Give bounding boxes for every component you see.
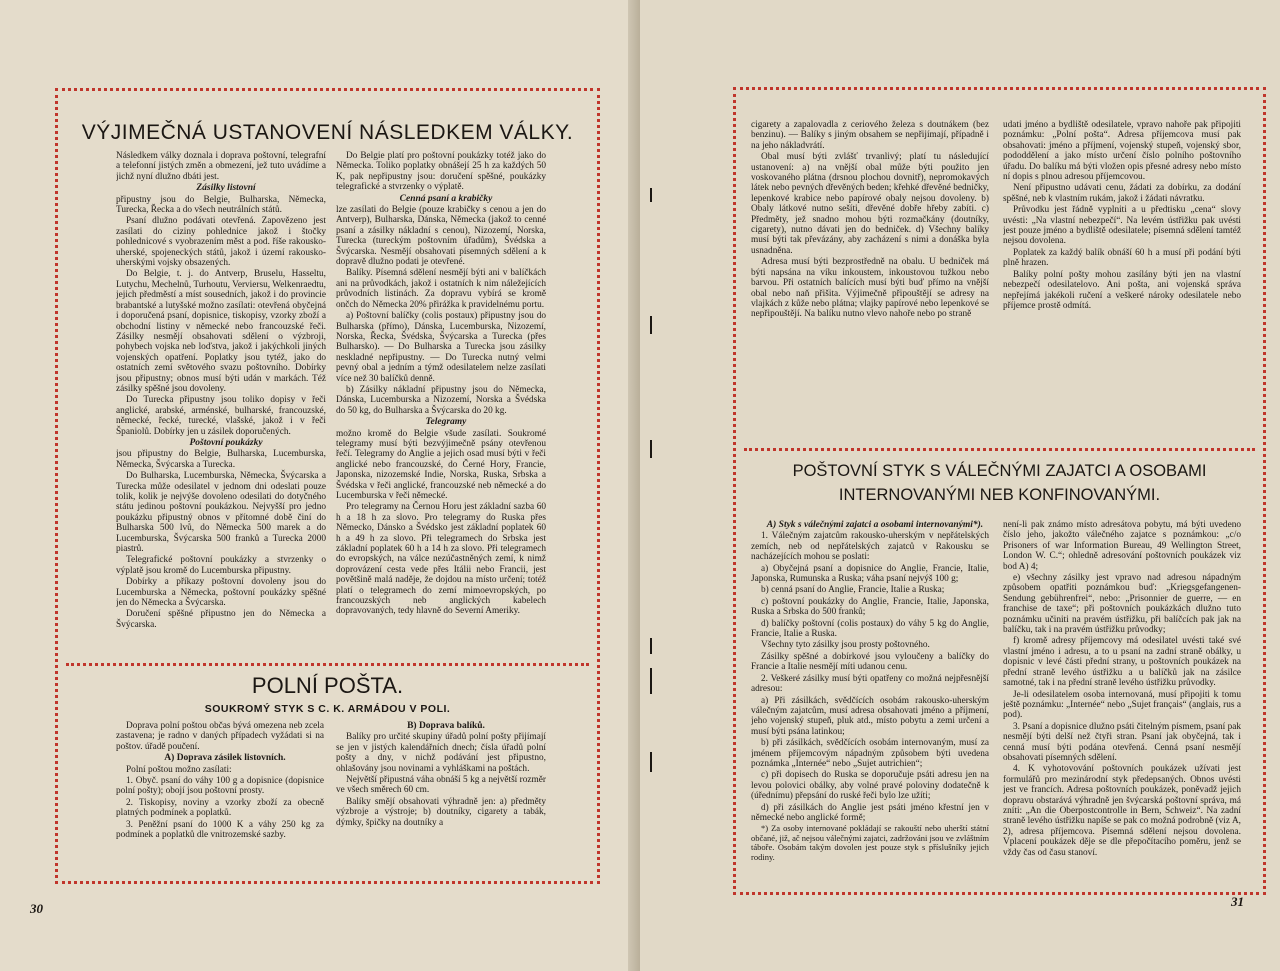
text-paragraph: Polní poštou možno zasílati: bbox=[126, 764, 232, 775]
left-page-frame bbox=[55, 88, 600, 884]
prisoners-section-title-line-1: POŠTOVNÍ STYK S VÁLEČNÝMI ZAJATCI A OSOBAMI bbox=[792, 462, 1207, 480]
text-paragraph: f) kromě adresy příjemcovy má odesilatel uvésti také své vlastní jméno i adresu, a to u psaní na zadní straně obálky, u dopisnic v levé části přední strany, u poštovních poukázek na přední straně levého ústřižku a u balíčků jak na zásilce samotné, tak i na přední straně levého ústřižku průvodky. bbox=[1003, 636, 1241, 689]
field-post-title: POLNÍ POŠTA. bbox=[251, 673, 404, 698]
text-paragraph: 1. Válečným zajatcům rakousko-uherským v nepřátelských zemích, neb od nepřátelských zajatců v Rakousku se nacházejících mohou se poslati: bbox=[751, 531, 989, 563]
text-paragraph: Balíky smějí obsahovati výhradně jen: a) předměty výzbroje a výstroje; b) doutníky, cigarety a tabák, dýmky, špičky na doutníky a bbox=[336, 796, 546, 828]
text-paragraph: Do Belgie platí pro poštovní poukázky totéž jako do Německa. Toliko poplatky obnášejí 25 h za každých 50 K, pak nepřipustny jsou: doručení spěšné, poukázky telegrafické a stvrzenky o výplatě. bbox=[336, 151, 546, 193]
text-paragraph: Balíky polní pošty mohou zasílány býti jen na vlastní nebezpečí odesilatelovo. Ani pošta, ani vojenská správa nepřejímá jakékoli ručení a veškeré nároky odesilatele nebo příjemce prostě odmítá. bbox=[1003, 269, 1241, 311]
text-paragraph: d) balíčky poštovní (colis postaux) do váhy 5 kg do Anglie, Francie, Italie a Ruska. bbox=[751, 618, 989, 640]
text-paragraph: Psaní dlužno podávati otevřená. Zapovězeno jest zasílati do ciziny pohlednice jakož i štočky pohlednicové s vyobrazením měst a pod. říše rakousko-uherské, spojeneckých států, jakož i území rakousko-uherskými vojsky obsazených. bbox=[116, 216, 326, 269]
text-paragraph: 1. Obyč. psaní do váhy 100 g a dopisnice (dopisnice polní pošty); obojí jsou poštovní prosty. bbox=[116, 776, 324, 797]
text-paragraph: 4. K vyhotovování poštovních poukázek užívati jest formulářů pro mezinárodní styk předepsaných. Obnos uvésti jest ve francích. Adresa poštovních poukázek, poněvadž jejich dopravu obstarává výhradně jen švýcarská poštovní správa, má zníti: „An die Oberpostcontrolle in Bern, Schweiz“. Na zadní straně levého ústřižku napíše se pak co možná podrobně (viz A, 2), adresa příjemcova. Písemná sdělení nejsou dovolena. Vplacení poukázek děje se dle přepočítacího poměru, jenž se vždy čas od času stanoví. bbox=[1003, 764, 1241, 858]
text-paragraph: Největší připustná váha obnáší 5 kg a největší rozměr ve všech směrech 60 cm. bbox=[336, 775, 546, 796]
prisoners-column-2 bbox=[1003, 520, 1241, 882]
field-post-subtitle: SOUKROMÝ STYK S C. K. ARMÁDOU V POLI. bbox=[204, 703, 451, 715]
text-paragraph: a) Poštovní balíčky (colis postaux) připustny jsou do Bulharska (přímo), Dánska, Lucemburska, Nizozemí, Norska, Řecka, Švédska, Švýcarska a Turecka (přes Bulharsko). — Do Bulharska a Turecka jsou zásilky neskladné nepřipustny. — Do Turecka nutný velmi pevný obal a jedním a týmž odesilatelem nelze zasílati více než 30 balíčků denně. bbox=[336, 311, 546, 384]
parcel-rules-column-1 bbox=[751, 120, 989, 430]
text-paragraph: c) při dopisech do Ruska se doporučuje psáti adresu jen na levou polovici obálky, aby volné pravé poloviny dodatečně k (úřednímu) přepsání do ruské řeči bylo lze užíti; bbox=[751, 770, 989, 802]
war-exceptions-column-2 bbox=[336, 151, 546, 659]
gutter-mark bbox=[650, 638, 652, 654]
text-paragraph: a) Při zásilkách, svědčících osobám rakousko-uherským válečným zajatcům, musí adresa obsahovati jméno a příjmení, jeho vojenský stupeň, pluk atd., místo pobytu a zemi určení a musí býti psána latinkou; bbox=[751, 695, 989, 737]
prisoners-column-1 bbox=[751, 520, 989, 882]
text-paragraph: Telegrafické poštovní poukázky a stvrzenky o výplatě jsou kromě do Lucemburska připustny. bbox=[116, 555, 326, 576]
parcel-rules-column-2 bbox=[1003, 120, 1241, 430]
text-paragraph: Průvodku jest řádně vyplniti a u předtisku „cena“ slovy uvésti: „Na vlastní nebezpečí“. Na levém ústřižku pak uvésti jest pouze jméno a bydliště odesilatele; písemná sdělení tamtéž nejsou dovolena. bbox=[1003, 205, 1241, 247]
section-subheading: A) Styk s válečnými zajatci a osobami internovanými*). bbox=[766, 520, 984, 530]
text-paragraph: Doručení spěšné připustno jen do Německa a Švýcarska. bbox=[116, 609, 326, 630]
text-paragraph: Následkem války doznala i doprava poštovní, telegrafní a telefonní jistých změn a obmezení, jež tuto uvádíme a jichž nyní dlužno dbáti jest. bbox=[116, 151, 326, 182]
text-paragraph: b) Zásilky nákladní připustny jsou do Německa, Dánska, Lucemburska a Nizozemí, Norska a Švédska do 50 kg, do Bulharska a Švýcarska do 20 kg. bbox=[336, 384, 546, 416]
text-paragraph: možno kromě do Belgie všude zasílati. Soukromé telegramy musí býti bezvýjimečně psány otevřenou řečí. Telegramy do Anglie a jejich osad musí býti v řeči anglické nebo francouzské, do Černé Hory, Francie, Japonska, nizozemské Indie, Norska, Ruska, Srbska a Švédska v řeči anglické, francouzské neb německé a do Lucemburska v řeči německé. bbox=[336, 428, 546, 501]
gutter-mark bbox=[650, 668, 652, 694]
text-paragraph: Adresa musí býti bezprostředně na obalu. U bedniček má býti napsána na víku inkoustem, inkoustovou tužkou nebo barvou. Při ostatních balících musí býti buď přímo na vnější obal nebo naň přišita. Výjimečně připouštějí se adresy na vlajkách z kůže nebo plátna; vlajky papírové nebo lepenkové se nepřipouštějí. Na balíku nutno vlevo nahoře nebo po straně bbox=[751, 257, 989, 320]
text-paragraph: 2. Veškeré zásilky musí býti opatřeny co možná nejpřesnější adresou: bbox=[751, 673, 989, 695]
text-paragraph: 3. Peněžní psaní do 1000 K a váhy 250 kg za podmínek a poplatků dle vnitrozemské sazby. bbox=[116, 819, 324, 841]
section-subheading: Telegramy bbox=[425, 417, 467, 428]
text-paragraph: Poplatek za každý balík obnáší 60 h a musí při podání býti plně hrazen. bbox=[1003, 247, 1241, 269]
text-paragraph: 3. Psaní a dopisnice dlužno psáti čitelným písmem, psaní pak nesmějí býti delší než čtyři stran. Psaní jak obyčejná, tak i cenná musí býti podána otevřená. Cenná psaní nesmějí obsahovati písemných sdělení. bbox=[1003, 721, 1241, 763]
text-paragraph: a) Obyčejná psaní a dopisnice do Anglie, Francie, Italie, Japonska, Rumunska a Ruska; váha psaní nejvýš 100 g; bbox=[751, 563, 989, 585]
text-paragraph: b) při zásilkách, svědčících osobám internovaným, musí za jménem příjemcovým nápadným způsobem býti uvedena poznámka „Internée“ nebo „Sujet autrichien“; bbox=[751, 738, 989, 769]
gutter-mark bbox=[650, 316, 652, 334]
page-number-left: 30 bbox=[30, 901, 43, 916]
text-paragraph: Není připustno udávati cenu, žádati za dobírku, za dodání spěšné, neb k vlastním rukám, jakož i žádati návratku. bbox=[1003, 183, 1241, 204]
text-paragraph: Balíky. Písemná sdělení nesmějí býti ani v balíčkách ani na průvodkách, jakož i ostatních k nim náležejících průvodních listinách. Za dopravu vybírá se kromě ončch do Německa 20% přirážka k pravidelnému portu. bbox=[336, 268, 546, 310]
text-paragraph: c) poštovní poukázky do Anglie, Francie, Italie, Japonska, Ruska a Srbska do 500 franků; bbox=[751, 596, 989, 618]
section-subheading: Poštovní poukázky bbox=[189, 437, 263, 448]
section-subheading: A) Doprava zásilek listovních. bbox=[164, 753, 286, 764]
text-paragraph: Pro telegramy na Černou Horu jest základní sazba 60 h a 18 h za slovo. Pro telegramy do Ruska přes Německo, Dánsko a Švédsko jest základní poplatek 60 h a 49 h za slovo. Při telegramech do Srbska jest základní poplatek 60 h a 14 h za slovo. Při telegramech do evropských, na válce nezúčastněných zemí, k nimž doprovázení cesta vede přes Itálii nebo Francii, jest povětšině malá naděje, že dojdou na místo určení; totéž platí o telegramech do zemí mimoevropských, po francouzských neb anglických kabelech dopravovaných, tedy hlavně do Severní Ameriky. bbox=[336, 502, 546, 617]
text-paragraph: Obal musí býti zvlášť trvanlivý; platí tu následující ustanovení: a) na vnější obal může býti použito jen voskovaného plátna (drsnou plochou dovnitř), nepromokavých látek nebo pevných dřevěných beden; křehké dřevěné bedničky, lepenkové krabice nebo papírové obaly nejsou dovoleny. b) Obaly látkové nutno sešíti, dřevěné dobře hřeby zabíti. c) Předměty, jež snadno mohou býti rozmačkány (doutníky, cigarety), nutno dávati jen do bedniček. d) Všechny balíky musí býti tak převázány, aby zacházení s nimi a donáška byla usnadněna. bbox=[751, 152, 989, 256]
gutter-mark bbox=[650, 752, 652, 772]
gutter-mark bbox=[650, 440, 652, 458]
war-exceptions-column-1 bbox=[116, 151, 326, 659]
text-paragraph: Do Bulharska, Lucemburska, Německa, Švýcarska a Turecka může odesilatel v jednom dni odeslati pouze tolik, kolik je nejvýše dovoleno odesilati do dotyčného státu jedinou poštovní poukázkou. Nejvyšší pro jedno poukázku připustný obnos v přítomné době činí do Bulharska 500 lvů, do Německa 500 marek a do Lucemburska, Švýcarska 500 franků a Turecka 2000 piastrů. bbox=[116, 471, 326, 555]
text-paragraph: 2. Tiskopisy, noviny a vzorky zboží za obecně platných podmínek a poplatků. bbox=[116, 797, 324, 819]
text-paragraph: d) při zásilkách do Anglie jest psáti jméno křestní jen v německé nebo anglické formě; bbox=[751, 802, 989, 823]
section-subheading: Cenná psaní a krabičky bbox=[399, 193, 493, 204]
text-paragraph: jsou připustny do Belgie, Bulharska, Lucemburska, Německa, Švýcarska a Turecka. bbox=[116, 449, 326, 470]
war-exceptions-title: VÝJIMEČNÁ USTANOVENÍ NÁSLEDKEM VÁLKY. bbox=[81, 121, 574, 144]
text-paragraph: Do Belgie, t. j. do Antverp, Bruselu, Hasseltu, Lutychu, Mechelnů, Turhoutu, Verviersu, Welkenraedtu, jejich předměstí a míst sousedních, jakož i do provincie brabantské a lutyšské možno zasílati: otevřená obyčejná i doporučená psaní, dopisnice, tiskopisy, vzorky zboží a obchodní listiny v německé nebo francouzské řeči. Zásilky nesmějí obsahovati sdělení o výzbroji, pohybech vojska neb loďstva, jakož i jakýchkoli jiných vojenských opatření. Poplatky jsou tytéž, jako do ostatních zemí světového svazu poštovního. Dobírky jsou připustny; obnos musí býti udán v markách. Též zásilky spěšné jsou dovoleny. bbox=[116, 269, 326, 394]
section-divider bbox=[744, 448, 1255, 451]
footnote: *) Za osoby internované pokládají se rakouští nebo uherští státní občané, již, ač nejsou válečnými zajatci, zadržováni jsou ve zvláštním táboře. Osobám takým dovolen jest pouze styk s příslušníky jejich rodiny. bbox=[751, 823, 989, 862]
text-paragraph: lze zasílati do Belgie (pouze krabičky s cenou a jen do Antverp), Bulharska, Dánska, Německa (jakož to cenné psaní a zásilky nákladní s cenou), Nizozemí, Norska, Turecka (tureckým poštovním úřadům), Švédska a Švýcarska. Nesmějí obsahovati písemných sdělení a k dopravě dlužno podati je otevřené. bbox=[336, 205, 546, 268]
text-paragraph: Všechny tyto zásilky jsou prosty poštovného. bbox=[761, 640, 930, 651]
field-post-column-2 bbox=[336, 721, 546, 873]
text-paragraph: připustny jsou do Belgie, Bulharska, Německa, Turecka, Řecka a do všech neutrálních států. bbox=[116, 194, 326, 216]
text-paragraph: b) cenná psaní do Anglie, Francie, Italie a Ruska; bbox=[761, 585, 945, 596]
text-paragraph: Dobírky a příkazy poštovní dovoleny jsou do Lucemburska a Německa, poštovní poukázky spěšné jen do Německa a Švýcarska. bbox=[116, 577, 326, 609]
gutter-mark bbox=[650, 188, 652, 202]
text-paragraph: není-li pak známo místo adresátova pobytu, má býti uvedeno číslo jeho, jakožto válečného zajatce s poznámkou: „c/o Prisoners of war Information Bureau, 49 Wellington Street, London W. C.“; ohledně adresování poštovních poukázek viz bod A) 4; bbox=[1003, 520, 1241, 572]
right-page-frame bbox=[733, 87, 1266, 895]
section-subheading: Zásilky listovní bbox=[196, 183, 256, 194]
text-paragraph: Do Turecka připustny jsou toliko dopisy v řeči anglické, arabské, arménské, bulharské, francouzské, německé, řecké, turecké, vlašské, jakož i v řeči Španiolů. Dobírky jen u zásilek doporučených. bbox=[116, 395, 326, 437]
text-paragraph: Balíky pro určité skupiny úřadů polní pošty přijímají se jen v jistých kalendářních dnech; čísla úřadů polní pošty a dny, v nichž podávání jest připustno, ohlašovány jsou novinami a vyhláškami na poštách. bbox=[336, 732, 546, 774]
section-subheading: B) Doprava balíků. bbox=[407, 721, 485, 731]
text-paragraph: Doprava polní poštou občas bývá omezena neb zcela zastavena; je radno v daných případech vyžádati si na poštov. úřadě poučení. bbox=[116, 721, 324, 752]
section-divider bbox=[66, 663, 589, 666]
page-number-right: 31 bbox=[1231, 894, 1244, 909]
text-paragraph: Zásilky spěšné a dobírkové jsou vyloučeny a balíčky do Francie a Italie nesmějí míti udanou cenu. bbox=[751, 651, 989, 673]
right-page bbox=[640, 0, 1280, 971]
prisoners-section-title-line-2: INTERNOVANÝMI NEB KONFINOVANÝMI. bbox=[838, 486, 1161, 504]
text-paragraph: Je-li odesilatelem osoba internovaná, musí připojiti k tomu ještě poznámku: „Internée“ nebo „Sujet français“ (anglais, rus a pod). bbox=[1003, 689, 1241, 721]
field-post-column-1 bbox=[116, 721, 324, 873]
text-paragraph: cigarety a zapalovadla z ceriového železa s doutnákem (bez benzinu). — Balíky s jiným obsahem se nepřijímají, případně i na jeho nákladvrátí. bbox=[751, 120, 989, 151]
text-paragraph: e) všechny zásilky jest vpravo nad adresou nápadným způsobem opatřiti poznámkou buď: „Kriegsgefangenen-Sendung gebührenfrei“, nebo: „Prisonnier de guerre, — en franchise de taxe“; při poštovních poukázkách dlužno tuto poznámku učiniti na pravém ústřižku, při balíčcích pak jak na balíčku, tak i na pravém ústřižku průvodky; bbox=[1003, 573, 1241, 636]
text-paragraph: udati jméno a bydliště odesilatele, vpravo nahoře pak připojiti poznámku: „Polní pošta“. Adresa příjemcova musí pak obsahovati: jméno a příjmení, vojenský stupeň, vojenský sbor, pododdělení a jako místo určení číslo polního poštovního úřadu. Do balíku má býti vložen opis přesné adresy nebo místo ní dopis s plnou adresou příjemcovou. bbox=[1003, 120, 1241, 183]
